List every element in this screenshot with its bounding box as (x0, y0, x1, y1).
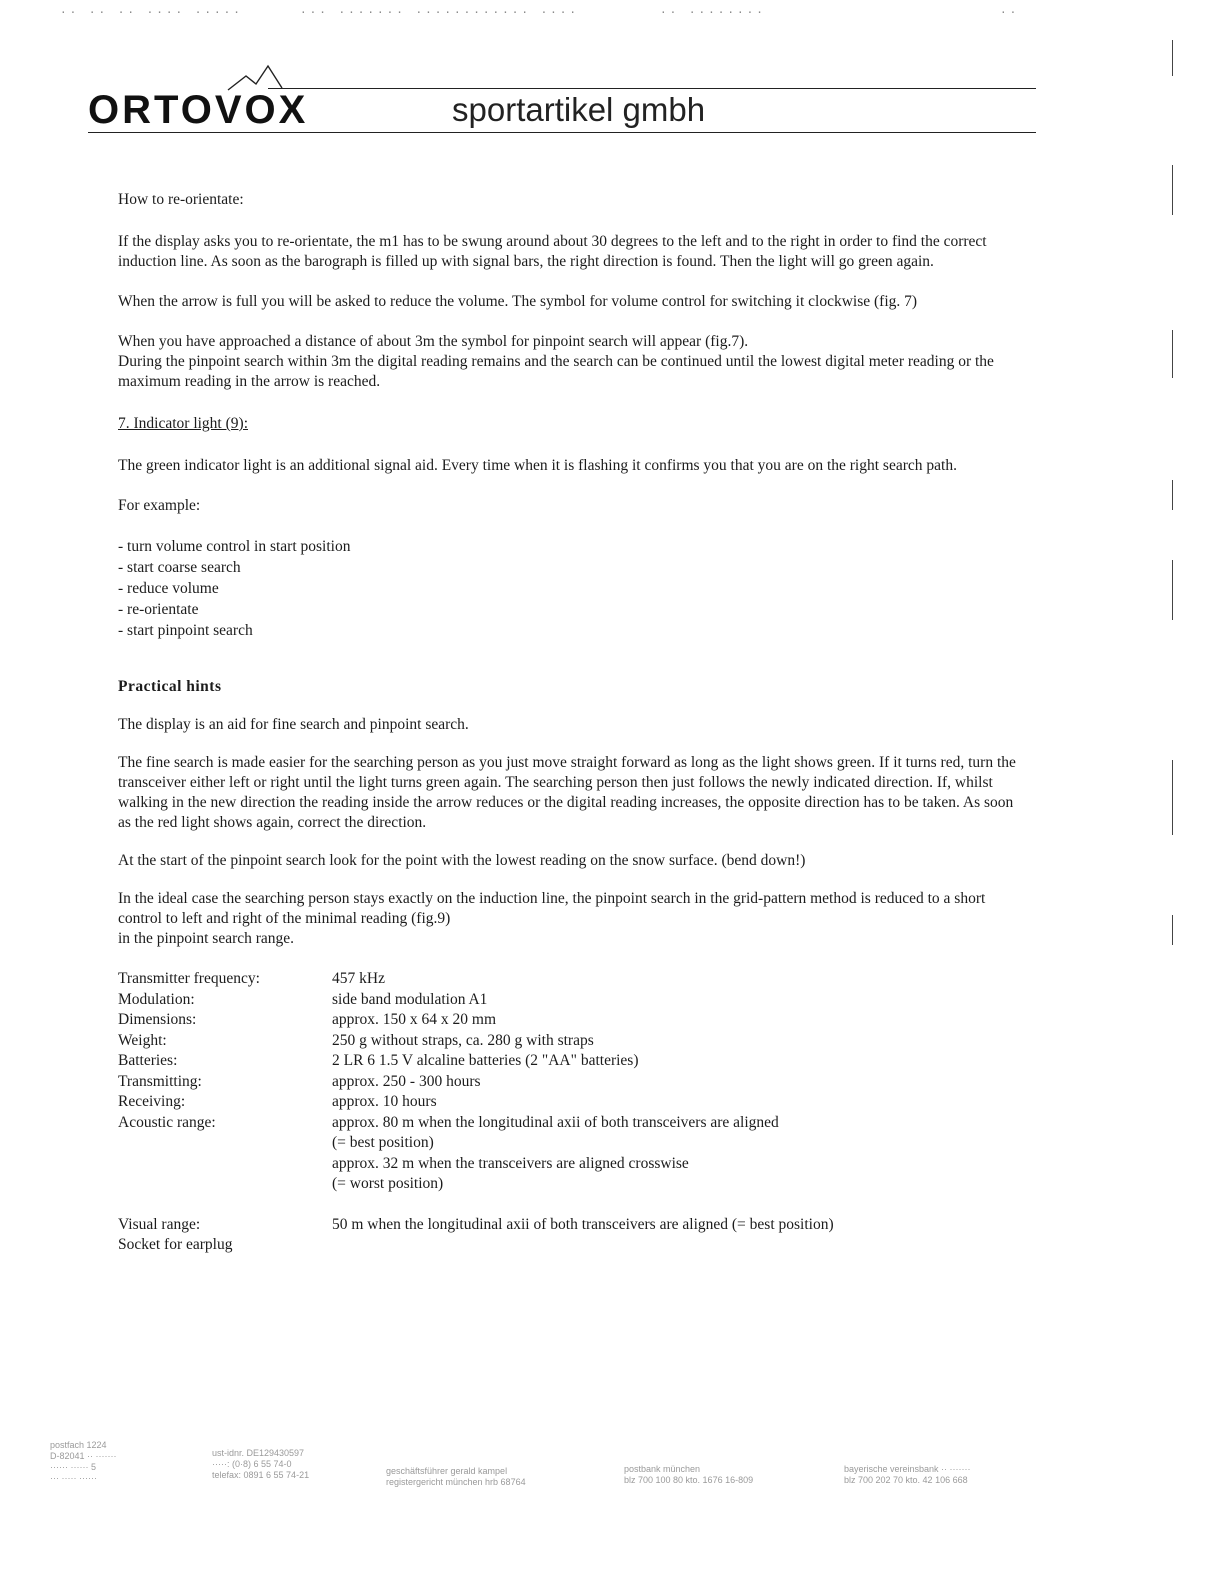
paragraph-volume: When the arrow is full you will be asked to reduce the volume. The symbol for volume control for switching it clockwise (fig. 7) (118, 293, 918, 310)
paragraph-fine-search: The fine search is made easier for the searching person as you just move straight forward as long as the light shows green. If it turns red, turn the transceiver either left or right until the light turns green again. The searching person then just follows the newly indicated direction. If, whilst walking in the new direction the reading inside the arrow reduces or the digital reading increases, the opposite direction has to be taken. As soon as the red light shows again, correct the direction. (118, 754, 1016, 831)
spec-label: Weight: (118, 1031, 167, 1049)
spec-value: (= worst position) (332, 1175, 444, 1192)
footer-line: ust-idnr. DE129430597 (212, 1448, 305, 1458)
heading-indicator-light: 7. Indicator light (9): (118, 415, 248, 432)
spec-value: 250 g without straps, ca. 280 g with straps (332, 1031, 594, 1049)
paragraph-pinpoint-start: At the start of the pinpoint search look for the point with the lowest reading on the snow surface. (bend down!) (118, 852, 806, 869)
footer-line: blz 700 100 80 kto. 1676 16-809 (624, 1475, 754, 1485)
spec-value: approx. 250 - 300 hours (332, 1072, 481, 1090)
spec-value: 457 kHz (332, 970, 385, 987)
spec-label (118, 1133, 332, 1154)
spec-value: (= best position) (332, 1134, 434, 1151)
spec-label (118, 1154, 332, 1175)
spec-label: Receiving: (118, 1093, 186, 1110)
list-item: - reduce volume (118, 580, 219, 597)
footer-postbank (624, 1464, 753, 1486)
paragraph-ideal-case-line2: in the pinpoint search range. (118, 930, 295, 947)
spec-value (332, 1235, 1018, 1256)
scan-mark (1172, 165, 1173, 215)
footer-line: D-82041 ·· ······· (50, 1451, 117, 1461)
scan-mark (1172, 915, 1173, 945)
scan-mark (1172, 330, 1173, 378)
spec-row (118, 1031, 1018, 1052)
letterhead-top-rule (268, 88, 1036, 89)
footer-management (386, 1466, 526, 1488)
specifications-table (118, 969, 1018, 1256)
spec-row (118, 1051, 1018, 1072)
scan-margin-marks (1124, 0, 1224, 1584)
footer-line: postfach 1224 (50, 1440, 107, 1450)
spec-value: approx. 10 hours (332, 1093, 437, 1110)
fax-header-center: ··· ······· ············ ···· (300, 6, 580, 19)
spec-row (118, 1235, 1018, 1256)
company-name: sportartikel gmbh (452, 91, 706, 128)
paragraph-reorientate: If the display asks you to re-orientate, the m1 has to be swung around about 30 degrees to the left and to the right in order to find the correct induction line. As soon as the barograph is filled up with signal bars, the right direction is found. Then the light will go green again. (118, 233, 987, 270)
spec-row (118, 1092, 1018, 1113)
footer-line: registergericht münchen hrb 68764 (386, 1477, 526, 1487)
footer-address (50, 1440, 117, 1484)
paragraph-pinpoint-line1: When you have approached a distance of about 3m the symbol for pinpoint search will appear (fig.7). (118, 333, 749, 350)
list-item: - turn volume control in start position (118, 538, 351, 555)
spec-row (118, 1174, 1018, 1195)
footer-line: ······ ······ 5 (50, 1462, 96, 1472)
spec-label: Dimensions: (118, 1011, 197, 1028)
footer-line: ·····: (0·8) 6 55 74-0 (212, 1459, 292, 1469)
company-logo: ORTOVOX (88, 88, 309, 132)
scan-mark (1172, 40, 1173, 76)
spec-row (118, 1215, 1018, 1236)
paragraph-pinpoint (118, 332, 1018, 392)
spec-row (118, 1072, 1018, 1093)
paragraph-ideal-case-line1: In the ideal case the searching person stays exactly on the induction line, the pinpoint search in the grid-pattern method is reduced to a short control to left and right of the minimal reading (fig.9) (118, 890, 986, 927)
footer-line: bayerische vereinsbank ·· ······· (844, 1464, 971, 1474)
spec-label: Transmitter frequency: (118, 970, 260, 987)
letterhead (88, 60, 1036, 140)
list-item: - re-orientate (118, 601, 199, 618)
spec-value: 2 LR 6 1.5 V alcaline batteries (2 "AA" batteries) (332, 1052, 639, 1069)
spec-label: Visual range: (118, 1215, 201, 1233)
fax-header-page: ·· (1000, 6, 1020, 19)
spec-value: approx. 150 x 64 x 20 mm (332, 1011, 497, 1028)
fax-header-left: ·· ·· ·· ···· ····· (60, 6, 243, 19)
example-list (118, 536, 1018, 641)
heading-practical-hints: Practical hints (118, 678, 222, 695)
list-item: - start coarse search (118, 559, 241, 576)
spec-row (118, 1010, 1018, 1031)
company-footer (50, 1440, 1050, 1500)
paragraph-indicator-light: The green indicator light is an additional signal aid. Every time when it is flashing it confirms you that you are on the right search path. (118, 457, 957, 474)
spec-label: Modulation: (118, 990, 195, 1008)
fax-transmission-header (60, 6, 1060, 22)
spec-row (118, 1113, 1018, 1134)
spec-row (118, 1154, 1018, 1175)
footer-line: telefax: 0891 6 55 74-21 (212, 1470, 310, 1480)
paragraph-pinpoint-line2: During the pinpoint search within 3m the digital reading remains and the search can be continued until the lowest digital meter reading or the maximum reading in the arrow is reached. (118, 353, 994, 390)
fax-header-right: ·· ········ (660, 6, 766, 19)
document-body (118, 190, 1018, 1256)
spec-value: side band modulation A1 (332, 990, 488, 1008)
scan-mark (1172, 760, 1173, 835)
scan-mark (1172, 480, 1173, 510)
spec-value: 50 m when the longitudinal axii of both transceivers are aligned (= best position) (332, 1215, 834, 1233)
example-label: For example: (118, 497, 201, 514)
letterhead-bottom-rule (88, 132, 1036, 133)
list-item: - start pinpoint search (118, 622, 253, 639)
spec-row (118, 990, 1018, 1011)
spec-label (118, 1174, 332, 1195)
footer-vereinsbank (844, 1464, 971, 1486)
spec-label: Batteries: (118, 1052, 178, 1069)
heading-reorientate: How to re-orientate: (118, 191, 244, 208)
spec-label: Socket for earplug (118, 1236, 233, 1253)
footer-line: blz 700 202 70 kto. 42 106 668 (844, 1475, 968, 1485)
spec-row (118, 1133, 1018, 1154)
paragraph-ideal-case (118, 889, 1018, 949)
paragraph-display-aid: The display is an aid for fine search and pinpoint search. (118, 716, 469, 733)
spec-value: approx. 32 m when the transceivers are aligned crosswise (332, 1154, 689, 1172)
scan-mark (1172, 560, 1173, 620)
footer-tax-contact (212, 1448, 309, 1481)
spec-value: approx. 80 m when the longitudinal axii of both transceivers are aligned (332, 1113, 779, 1131)
spec-label: Acoustic range: (118, 1113, 216, 1131)
footer-line: geschäftsführer gerald kampel (386, 1466, 508, 1476)
footer-line: postbank münchen (624, 1464, 701, 1474)
spec-row (118, 969, 1018, 990)
spec-label: Transmitting: (118, 1072, 202, 1090)
footer-line: ··· ····· ······ (50, 1473, 97, 1483)
